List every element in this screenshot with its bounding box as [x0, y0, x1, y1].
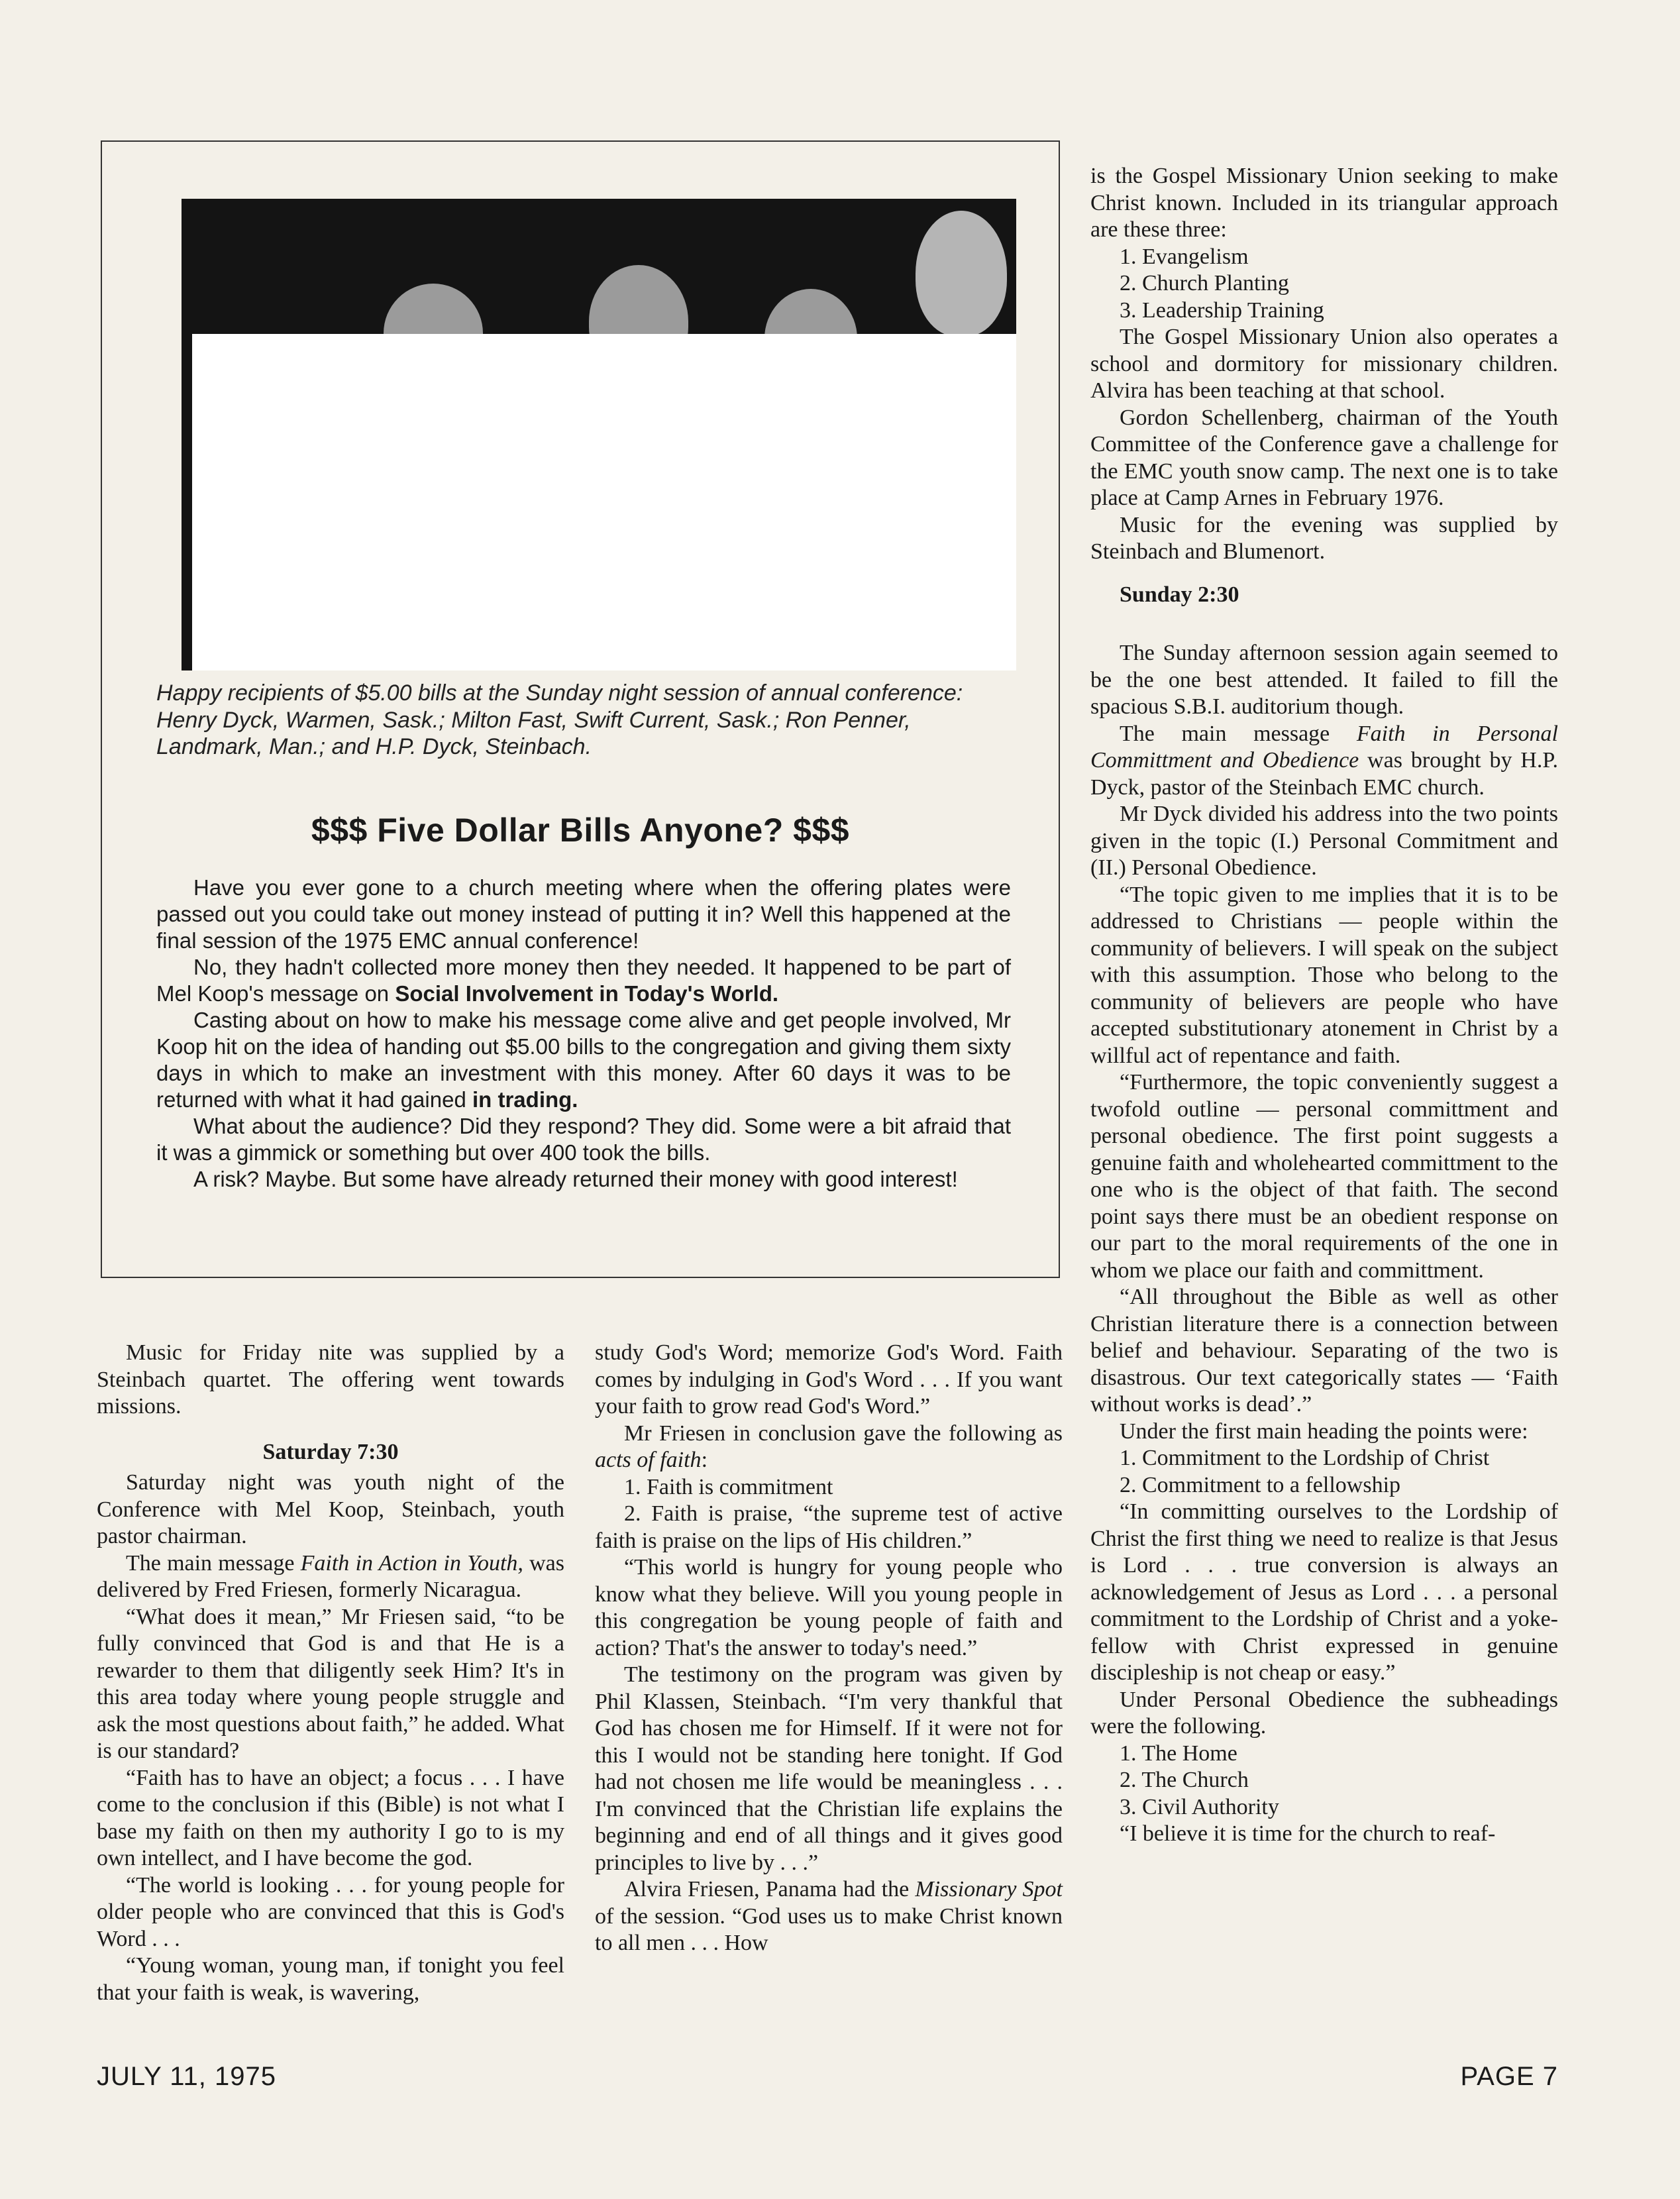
- list-item: 3. Leadership Training: [1120, 297, 1324, 323]
- issue-date: JULY 11, 1975: [97, 2062, 276, 2091]
- list-item: 2. The Church: [1120, 1768, 1249, 1792]
- story-bold-text: in trading.: [472, 1087, 578, 1112]
- text: The main message: [1120, 721, 1357, 746]
- paragraph: “This world is hungry for young people who know what they believe. Will you young people in this congregation be young people of faith and action? That's the answer to today's need.”: [595, 1555, 1063, 1660]
- text: The main message: [126, 1550, 301, 1576]
- story-bold-text: Social Involvement in Today's World.: [395, 981, 779, 1006]
- article-headline: $$$ Five Dollar Bills Anyone? $$$: [311, 812, 850, 849]
- paragraph: Under Personal Obedience the subheadings were the following.: [1090, 1687, 1558, 1739]
- list-item: 2. Faith is praise, “the supreme test of active faith is praise on the lips of His children.”: [595, 1501, 1063, 1553]
- paragraph: “What does it mean,” Mr Friesen said, “to be fully convinced that God is and that He is a rewarder to them that diligently seek Him? It's in this area today where young people struggle and ask the most questions about faith,” he added. What is our standard?: [97, 1604, 564, 1763]
- photo-caption: Happy recipients of $5.00 bills at the Sunday night session of annual conference: Henry Dyck, Warmen, Sask.; Milton Fast, Swift Current, Sask.; Ron Penner, Landmark, Man.; and H.P. Dyck, Steinbach.: [156, 680, 963, 759]
- list-item: 1. Evangelism: [1120, 244, 1249, 269]
- paragraph: Saturday night was youth night of the Conference with Mel Koop, Steinbach, youth pastor chairman.: [97, 1470, 564, 1548]
- paragraph: is the Gospel Missionary Union seeking to make Christ known. Included in its triangular approach are these three:: [1090, 164, 1558, 242]
- paragraph: “In committing ourselves to the Lordship of Christ the first thing we need to realize is that Jesus is Lord . . . true conversion is always an acknowledgement of Jesus as Lord . . . a personal commitment to the Lordship of Christ and a yoke-fellow with Christ expressed in genuine discipleship is not cheap or easy.”: [1090, 1499, 1558, 1685]
- paragraph: “Faith has to have an object; a focus . . . I have come to the conclusion if this (Bible) is not what I base my faith on then my authority I go to is my own intellect, and I have become the god.: [97, 1765, 564, 1870]
- paragraph: [595, 1421, 1063, 1474]
- story-text: Casting about on how to make his message come alive and get people involved, Mr Koop hit on the idea of handing out $5.00 bills to the congregation and giving them sixty days in which to make an investment with this money. After 60 days it was to be returned with what it had gained: [156, 1008, 1011, 1112]
- photo-figure: [916, 211, 1007, 337]
- paragraph: Music for the evening was supplied by Steinbach and Blumenort.: [1090, 512, 1558, 564]
- paragraph: Gordon Schellenberg, chairman of the Youth Committee of the Conference gave a challenge for the EMC youth snow camp. The next one is to take place at Camp Arnes in February 1976.: [1090, 405, 1558, 510]
- text: of the session. “God uses us to make Christ known to all men . . . How: [595, 1904, 1063, 1955]
- feature-box: [101, 140, 1060, 1278]
- list-item: 2. Church Planting: [1120, 271, 1289, 295]
- paragraph: “The world is looking . . . for young people for older people who are convinced that this is God's Word . . .: [97, 1872, 564, 1951]
- boxed-story: [156, 875, 1011, 1193]
- italic-title: Faith in Personal Committment and Obedience: [1090, 721, 1558, 773]
- list-item: 2. Commitment to a fellowship: [1120, 1472, 1401, 1497]
- paragraph: “I believe it is time for the church to reaf-: [1120, 1821, 1496, 1846]
- column-1: [97, 1340, 564, 2006]
- paragraph: The Sunday afternoon session again seemed to be the one best attended. It failed to fill the spacious S.B.I. auditorium though.: [1090, 641, 1558, 719]
- paragraph: The testimony on the program was given by Phil Klassen, Steinbach. “I'm very thankful that God has chosen me for Himself. If it were not for this I would not be standing here tonight. If God had not chosen me life would be meaningless . . . I'm convinced that the Christian life explains the beginning and end of all things and it gives good principles to live by . . .”: [595, 1662, 1063, 1875]
- story-text: No, they hadn't collected more money then they needed. It happened to be part of Mel Koop's message on: [156, 955, 1011, 1006]
- text: was delivered by Fred Friesen, formerly Nicaragua.: [97, 1550, 564, 1602]
- paragraph: [1090, 721, 1558, 802]
- paragraph: The Gospel Missionary Union also operates a school and dormitory for missionary children. Alvira has been teaching at that school.: [1090, 325, 1558, 403]
- list-item: 1. Faith is commitment: [624, 1474, 833, 1499]
- paragraph: “Furthermore, the topic conveniently suggest a twofold outline — personal committment and personal obedience. The first point suggests a genuine faith and wholehearted committment to the one who is the object of that faith. The second point says there must be an obedient response on our part to the moral requirements of the one in whom we place our faith and committment.: [1090, 1070, 1558, 1283]
- paragraph: study God's Word; memorize God's Word. Faith comes by indulging in God's Word . . . If you want your faith to grow read God's Word.”: [595, 1340, 1063, 1419]
- paragraph: [595, 1876, 1063, 1957]
- paragraph: [97, 1550, 564, 1604]
- section-subhead: Sunday 2:30: [1120, 582, 1239, 607]
- page-number: PAGE 7: [1460, 2062, 1558, 2091]
- paragraph: “Young woman, young man, if tonight you feel that your faith is weak, is wavering,: [97, 1953, 564, 2005]
- list-item: 1. Commitment to the Lordship of Christ: [1120, 1446, 1490, 1470]
- paragraph: Mr Dyck divided his address into the two points given in the topic (I.) Personal Commitment and (II.) Personal Obedience.: [1090, 802, 1558, 880]
- text: Alvira Friesen, Panama had the: [624, 1877, 916, 1902]
- photo-redaction: [192, 334, 1016, 670]
- story-paragraph: [156, 1007, 1011, 1113]
- list-item: 1. The Home: [1120, 1741, 1237, 1766]
- text: was brought by H.P. Dyck, pastor of the Steinbach EMC church.: [1090, 748, 1559, 800]
- italic-text: acts of faith: [595, 1448, 702, 1472]
- story-paragraph: [156, 954, 1011, 1007]
- paragraph: “The topic given to me implies that it is to be addressed to Christians — people within the community of believers. I will speak on the subject with this assumption. Those who belong to the community of believers are people who have accepted substitutionary atonement in Christ by a willful act of repentance and faith.: [1090, 882, 1558, 1068]
- story-paragraph: What about the audience? Did they respond? They did. Some were a bit afraid that it was a gimmick or something but over 400 took the bills.: [156, 1114, 1011, 1165]
- column-3: [1090, 163, 1558, 1848]
- story-paragraph: A risk? Maybe. But some have already returned their money with good interest!: [193, 1167, 958, 1191]
- italic-title: Missionary Spot: [915, 1877, 1063, 1902]
- paragraph: Music for Friday nite was supplied by a Steinbach quartet. The offering went towards missions.: [97, 1340, 564, 1419]
- italic-title: Faith in Action in Youth,: [300, 1550, 523, 1576]
- section-subhead: Saturday 7:30: [262, 1439, 399, 1464]
- text: Mr Friesen in conclusion gave the following as: [624, 1421, 1063, 1446]
- list-item: 3. Civil Authority: [1120, 1794, 1279, 1819]
- group-photo: [182, 199, 1016, 670]
- paragraph: “All throughout the Bible as well as other Christian literature there is a connection between belief and behaviour. Separating of the two is disastrous. Our text categorically states — ‘Faith without works is dead’.”: [1090, 1285, 1558, 1417]
- column-2: [595, 1340, 1063, 1957]
- paragraph: Under the first main heading the points were:: [1120, 1419, 1528, 1444]
- story-paragraph: Have you ever gone to a church meeting where when the offering plates were passed out you could take out money instead of putting it in? Well this happened at the final session of the 1975 EMC annual conference!: [156, 875, 1011, 953]
- text: :: [701, 1448, 708, 1472]
